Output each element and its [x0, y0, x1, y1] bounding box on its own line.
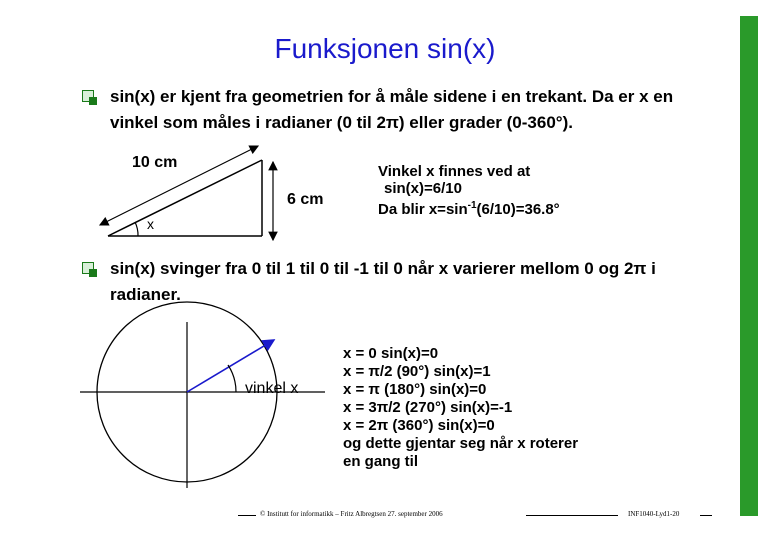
value-line: x = 3π/2 (270°) sin(x)=-1 [343, 399, 513, 416]
footer-slide-id: INF1040-Lyd1-20 [628, 510, 680, 518]
footer-copyright: © Institutt for informatikk – Fritz Albregtsen 27. september 2006 [260, 510, 443, 518]
slide-title: Funksjonen sin(x) [274, 33, 496, 64]
value-line: x = 2π (360°) sin(x)=0 [343, 417, 495, 434]
circle-angle-label: vinkel x [245, 380, 299, 397]
footer-rule [238, 515, 256, 516]
bullet-square-icon [82, 262, 94, 274]
footer-rule [700, 515, 712, 516]
values-list [343, 345, 578, 471]
bullet-2 [82, 256, 702, 308]
footer-rule [526, 515, 618, 516]
angle-label: x [147, 216, 154, 232]
opposite-label: 6 cm [287, 191, 324, 208]
value-line: x = 0 sin(x)=0 [343, 345, 439, 362]
value-line: x = π/2 (90°) sin(x)=1 [343, 363, 491, 380]
bullet-1-text: sin(x) er kjent fra geometrien for å måle sidene i en trekant. Da er x en vinkel som måles i radianer (0 til 2π) eller grader (0-360°). [110, 87, 674, 132]
bullet-2-text: sin(x) svinger fra 0 til 1 til 0 til -1 til 0 når x varierer mellom 0 og 2π i radianer. [110, 259, 656, 304]
hypotenuse-label: 10 cm [132, 154, 178, 171]
angle-note [378, 163, 618, 218]
value-line: x = π (180°) sin(x)=0 [343, 381, 487, 398]
value-line: en gang til [343, 453, 418, 470]
note-line-1: Vinkel x finnes ved at [378, 163, 531, 180]
hypotenuse-arrow [100, 146, 258, 225]
note-line-2: sin(x)=6/10 [384, 180, 462, 197]
note-line-3: Da blir $x=\sin^{-1}(6/10)=36.8^\circ$ [378, 200, 560, 218]
value-line: og dette gjentar seg når x roterer [343, 435, 579, 452]
